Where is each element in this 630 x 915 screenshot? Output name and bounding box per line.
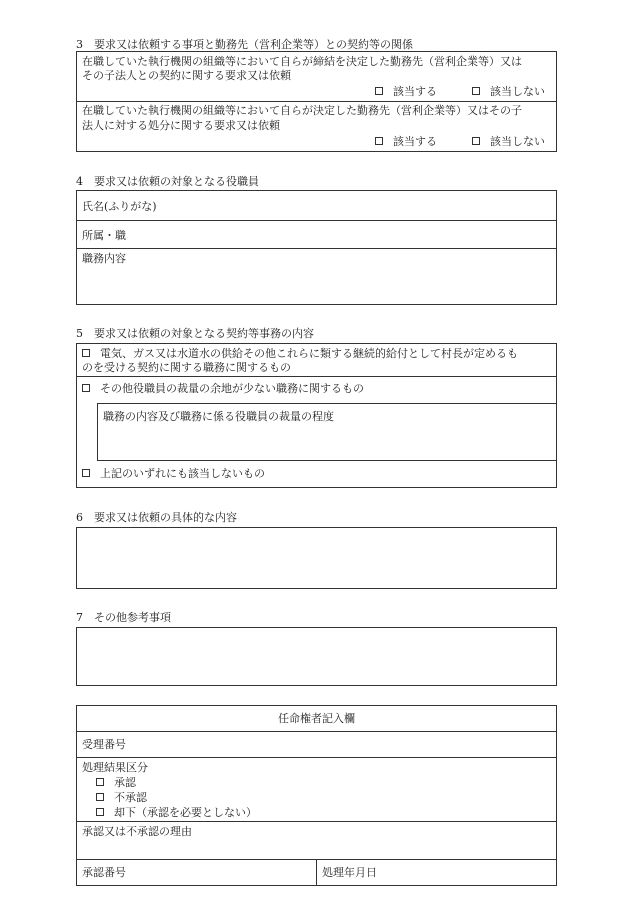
- checkbox[interactable]: [82, 349, 90, 357]
- result-approved[interactable]: [96, 776, 136, 790]
- opt2-label: その他役職員の裁量の余地が少ない職務に関するもの: [100, 382, 364, 395]
- divider: [77, 220, 556, 221]
- section3-row1-yes[interactable]: [375, 85, 437, 99]
- no-label: 該当しない: [490, 85, 545, 98]
- checkbox[interactable]: [96, 808, 104, 816]
- dept-label: 所属・職: [82, 229, 126, 242]
- checkbox[interactable]: [82, 469, 90, 477]
- dismissed-label: 却下（承認を必要としない）: [114, 806, 257, 819]
- yes-label: 該当する: [393, 85, 437, 98]
- section4-table: [76, 190, 557, 305]
- section3-row2-text-line2: 法人に対する処分に関する要求又は依頼: [82, 119, 280, 132]
- section3-row2-text-line1: 在職していた執行機関の組織等において自らが決定した勤務先（営利企業等）又はその子: [82, 104, 522, 117]
- appointer-table: [76, 705, 557, 886]
- section3-row1-no[interactable]: [472, 85, 545, 99]
- checkbox[interactable]: [375, 137, 383, 145]
- section3-table: [76, 51, 557, 152]
- opt1-label-line2: のを受ける契約に関する職務に関するもの: [82, 361, 291, 374]
- section7-title: 7 その他参考事項: [76, 611, 171, 624]
- section4-title: 4 要求又は依頼の対象となる役職員: [76, 175, 259, 188]
- divider: [316, 859, 317, 885]
- checkbox[interactable]: [96, 793, 104, 801]
- result-rejected[interactable]: [96, 791, 147, 805]
- section5-opt1[interactable]: [82, 347, 518, 361]
- receipt-no-label: 受理番号: [82, 738, 126, 751]
- checkbox[interactable]: [375, 87, 383, 95]
- opt3-label: 上記のいずれにも該当しないもの: [100, 467, 265, 480]
- rejected-label: 不承認: [114, 791, 147, 804]
- approved-label: 承認: [114, 776, 136, 789]
- opt1-label-line1: 電気、ガス又は水道水の供給その他これらに類する継続的給付として村長が定めるも: [100, 347, 518, 360]
- appointer-header: 任命権者記入欄: [278, 712, 355, 725]
- divider: [77, 731, 556, 732]
- checkbox[interactable]: [82, 384, 90, 392]
- process-date-label: 処理年月日: [322, 866, 377, 879]
- section5-opt3[interactable]: [82, 467, 265, 481]
- checkbox[interactable]: [96, 778, 104, 786]
- section3-row2-yes[interactable]: [375, 135, 437, 149]
- section7-input-box[interactable]: [76, 627, 557, 686]
- section5-opt2[interactable]: [82, 382, 364, 396]
- checkbox[interactable]: [472, 87, 480, 95]
- divider: [77, 248, 556, 249]
- opt2-detail-label: 職務の内容及び職務に係る役職員の裁量の程度: [103, 410, 334, 423]
- section3-row1-text-line2: その子法人との契約に関する要求又は依頼: [82, 69, 291, 82]
- section6-input-box[interactable]: [76, 527, 557, 589]
- divider: [77, 821, 556, 822]
- opt2-detail-box: [97, 403, 557, 461]
- section5-title: 5 要求又は依頼の対象となる契約等事務の内容: [76, 327, 314, 340]
- section5-table: [76, 343, 557, 488]
- section3-row2-no[interactable]: [472, 135, 545, 149]
- result-label: 処理結果区分: [82, 761, 148, 774]
- divider: [77, 101, 556, 102]
- duty-label: 職務内容: [82, 252, 126, 265]
- yes-label: 該当する: [393, 135, 437, 148]
- section6-title: 6 要求又は依頼の具体的な内容: [76, 511, 237, 524]
- no-label: 該当しない: [490, 135, 545, 148]
- section3-row1-text-line1: 在職していた執行機関の組織等において自らが締結を決定した勤務先（営利企業等）又は: [82, 55, 522, 68]
- name-label: 氏名(ふりがな): [82, 200, 157, 213]
- divider: [77, 376, 556, 377]
- result-dismissed[interactable]: [96, 806, 257, 820]
- divider: [77, 757, 556, 758]
- section3-title: 3 要求又は依頼する事項と勤務先（営利企業等）との契約等の関係: [76, 38, 413, 51]
- reason-label: 承認又は不承認の理由: [82, 825, 192, 838]
- approval-no-label: 承認番号: [82, 866, 126, 879]
- checkbox[interactable]: [472, 137, 480, 145]
